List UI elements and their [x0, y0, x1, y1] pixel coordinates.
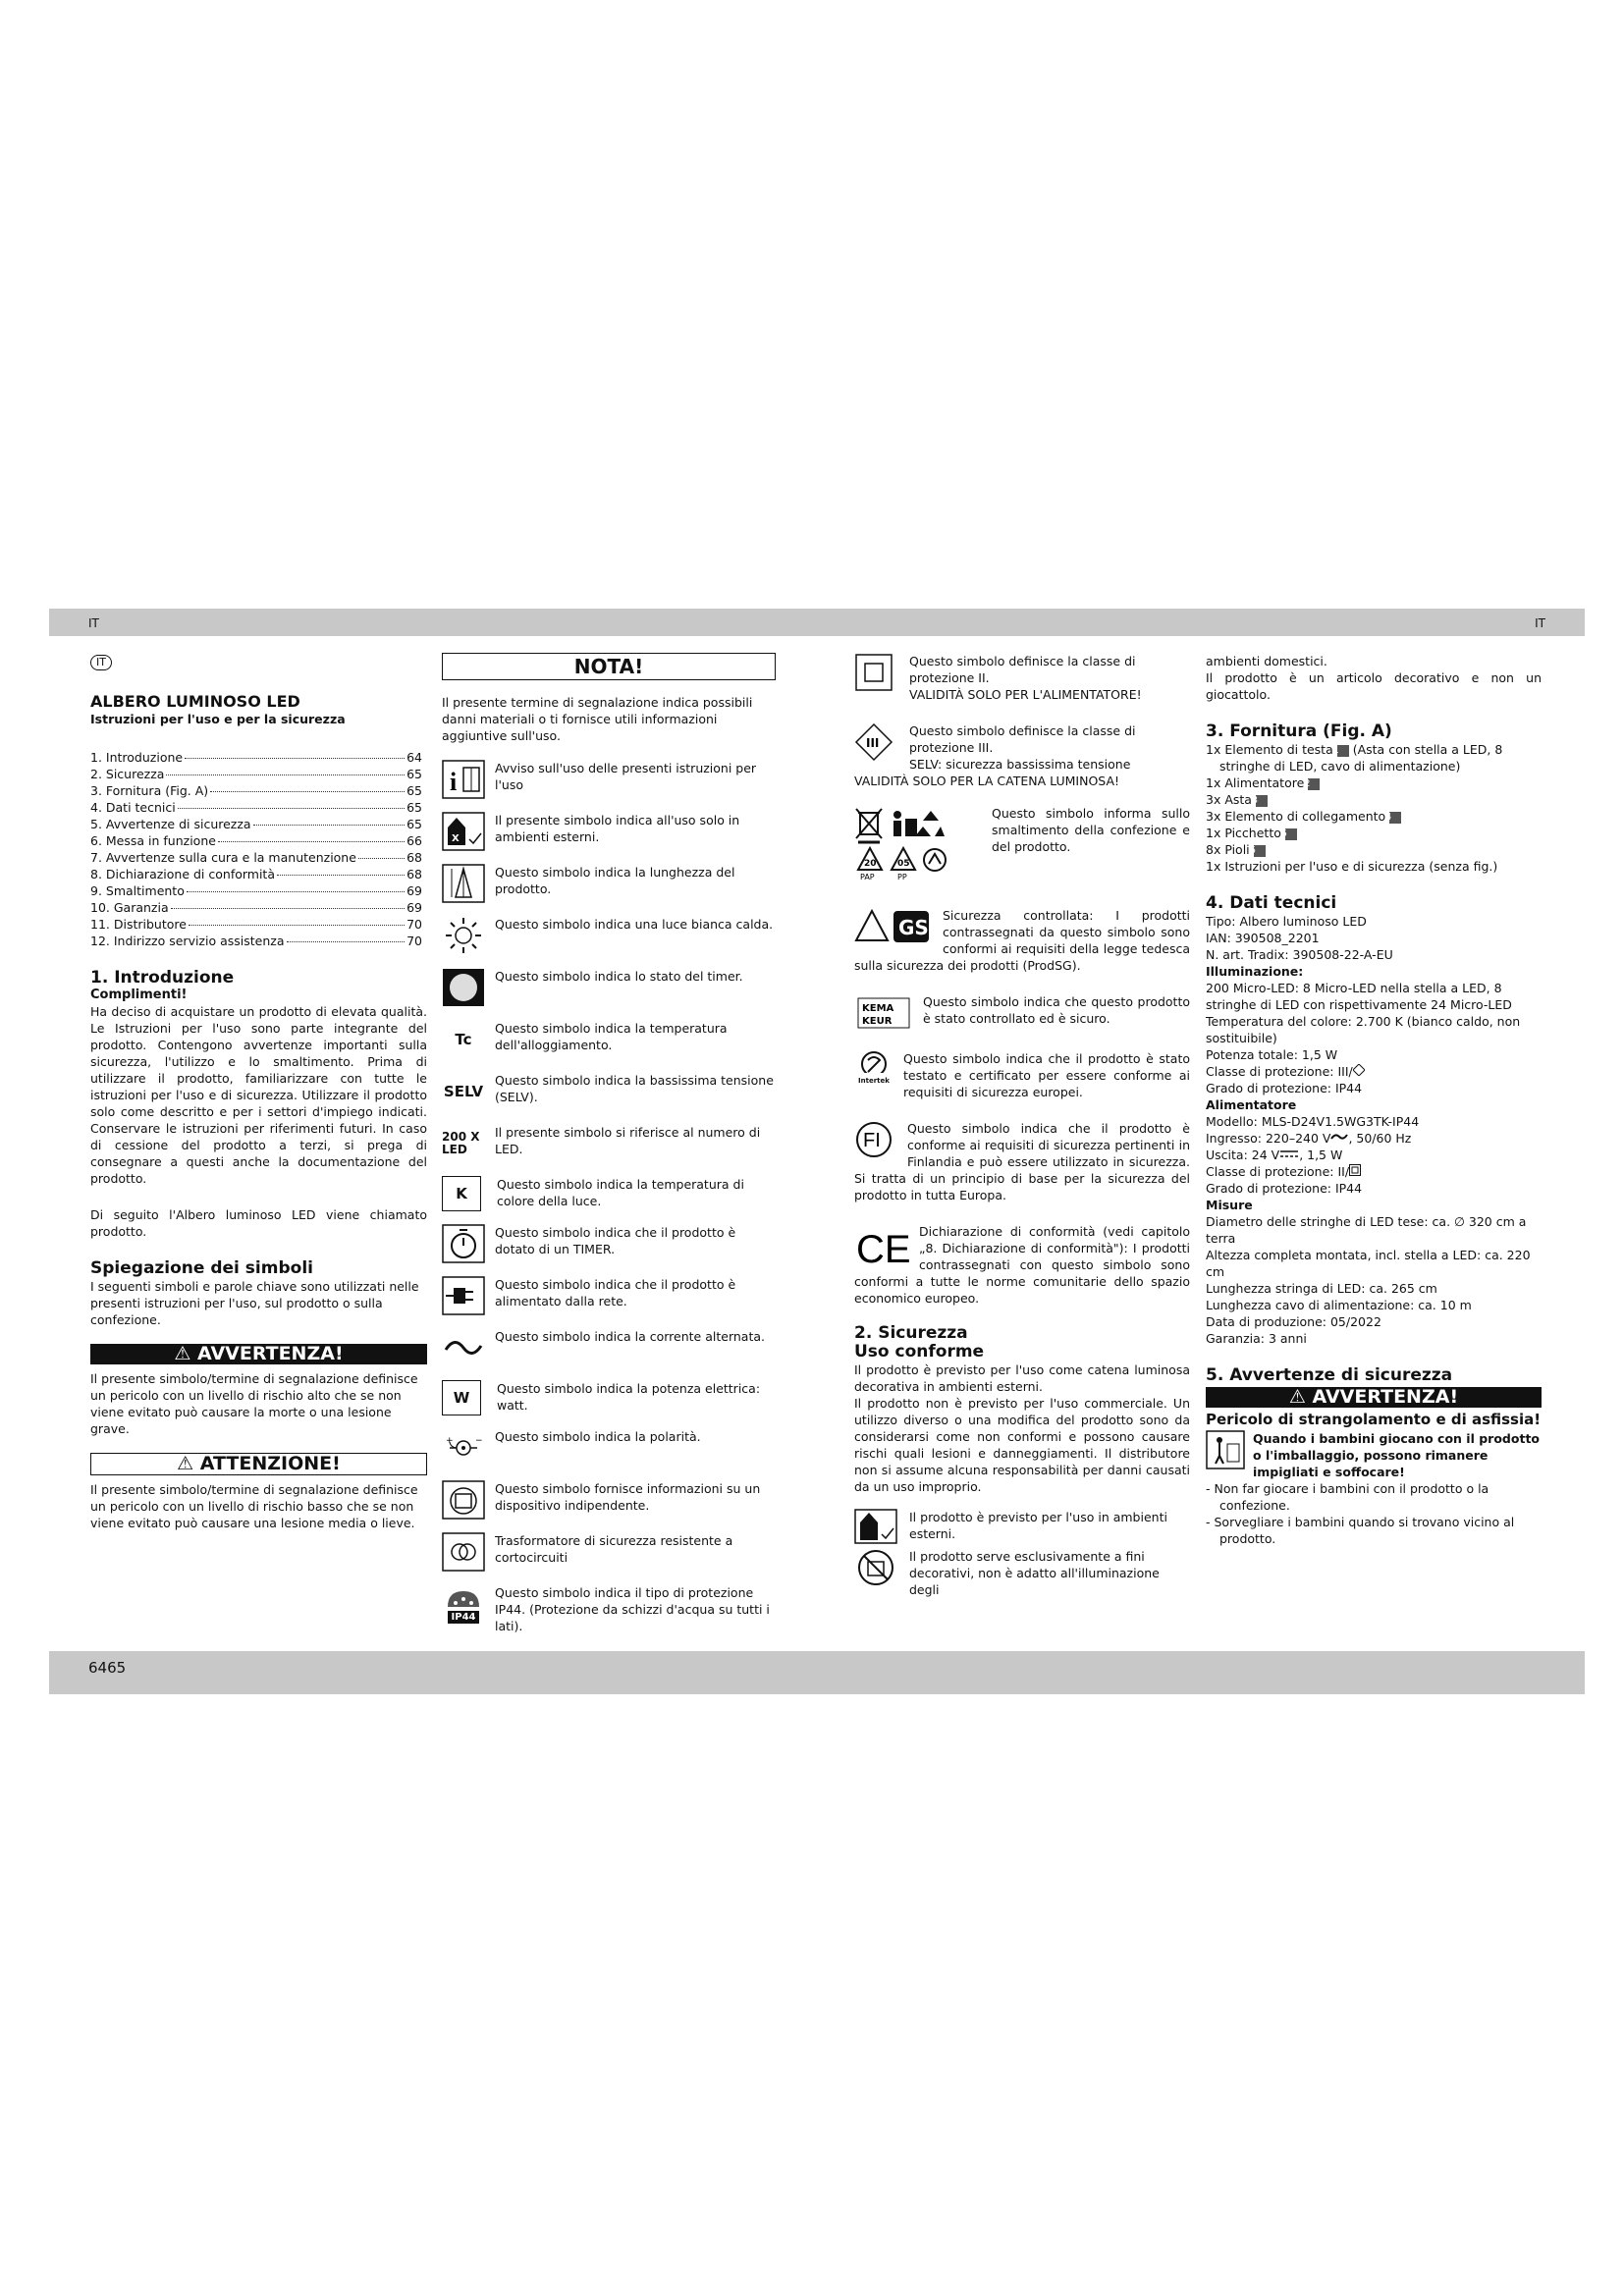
intended-use-paragraph: Il prodotto è previsto per l'uso come catena luminosa decorativa in ambienti esterni. [854, 1362, 1190, 1394]
tech-ip-light: Grado di protezione: IP44 [1206, 1081, 1363, 1095]
symbol-row [442, 1124, 776, 1163]
symbol-description: Questo simbolo indica la lunghezza del prodotto. [495, 865, 735, 896]
toc-item: 2. Sicurezza 65 [90, 767, 422, 781]
selv-icon: SELV [443, 1082, 484, 1100]
column-2 [442, 653, 776, 1647]
symbol-row [442, 1328, 776, 1367]
symbols-paragraph: I seguenti simboli e parole chiave sono utilizzati nelle presenti istruzioni per l'uso, sul prodotto o sulla confezione. [90, 1279, 419, 1327]
symbol-description: Questo simbolo indica lo stato del timer. [495, 969, 743, 984]
timer-status-icon [442, 968, 485, 1007]
page-number: 6465 [88, 1659, 127, 1677]
intertek-icon: Intertek [854, 1050, 893, 1090]
short-circuit-transformer-icon [442, 1532, 485, 1572]
toc-item: 12. Indirizzo servizio assistenza 70 [90, 934, 422, 948]
dimensions-heading: Misure [1206, 1198, 1253, 1212]
note-paragraph: Il presente termine di segnalazione indica possibili danni materiali o ti fornisce utili informazioni aggiuntive sull'uso. [442, 695, 753, 743]
gs-mark-text: Sicurezza controllata: I prodotti contrassegnati da questo simbolo sono conformi ai requisiti della legge tedesca sulla sicurezza dei prodotti (ProdSG). [854, 908, 1190, 973]
svg-text:i: i [450, 768, 458, 796]
outdoor-use-icon [854, 1509, 897, 1544]
timer-icon [442, 1224, 485, 1263]
gs-mark-icon [854, 907, 933, 946]
list-item: 8x Pioli 6 [1206, 841, 1542, 858]
caution-paragraph: Il presente simbolo/termine di segnalazione definisce un pericolo con un livello di rischio basso che se non viene evitato può causare una lesione media o lieve. [90, 1482, 418, 1530]
strangulation-heading: Pericolo di strangolamento e di asfissia! [1206, 1411, 1542, 1428]
list-item: - Non far giocare i bambini con il prodotto o la confezione. [1206, 1481, 1489, 1513]
header-lang-right: IT [1535, 616, 1545, 630]
outdoor-use-icon [442, 812, 485, 851]
symbol-row [854, 993, 1190, 1033]
protection-class-3-icon [1353, 1064, 1365, 1076]
disposal-icons [854, 805, 982, 885]
toc-item: 9. Smaltimento 69 [90, 883, 422, 898]
symbol-description: Il presente simbolo si riferisce al numero di LED. [495, 1125, 761, 1156]
symbol-description: Questo simbolo indica la bassissima tensione (SELV). [495, 1073, 774, 1104]
toc-item: 4. Dati tecnici 65 [90, 800, 422, 815]
protection-class-2-note: VALIDITÀ SOLO PER L'ALIMENTATORE! [909, 687, 1142, 702]
toc-item: 5. Avvertenze di sicurezza 65 [90, 817, 422, 831]
language-badge: IT [90, 655, 112, 670]
warning-paragraph: Il presente simbolo/termine di segnalazione definisce un pericolo con un livello di rischio alto che se non viene evitato può causare la morte o una lesione grave. [90, 1371, 418, 1436]
list-item: 1x Istruzioni per l'uso e di sicurezza (senza fig.) [1206, 859, 1498, 874]
svg-text:GS: GS [898, 916, 929, 939]
intro-heading: 1. Introduzione [90, 968, 235, 988]
intended-use-heading: Uso conforme [854, 1342, 985, 1362]
toc-item: 10. Garanzia 69 [90, 900, 422, 915]
polarity-icon [442, 1428, 485, 1468]
list-item: 1x Alimentatore 2 [1206, 774, 1542, 791]
tech-ip-psu: Grado di protezione: IP44 [1206, 1181, 1363, 1196]
intro-paragraph-2: Di seguito l'Albero luminoso LED viene chiamato prodotto. [90, 1207, 427, 1239]
tech-led-count: 200 Micro-LED: 8 Micro-LED nella stella a LED, 8 stringhe di LED con rispettivamente 24 Micro-LED [1206, 981, 1512, 1012]
svg-text:FI: FI [863, 1130, 881, 1151]
column-4 [1206, 653, 1542, 1547]
header-lang-left: IT [88, 616, 99, 630]
safety-heading: 2. Sicurezza [854, 1323, 968, 1343]
symbol-row [442, 1276, 776, 1315]
direct-current-icon [1279, 1148, 1299, 1159]
svg-text:CE: CE [856, 1228, 909, 1270]
tech-total-power: Potenza totale: 1,5 W [1206, 1047, 1338, 1062]
svg-text:+: + [446, 1436, 454, 1446]
symbol-description: Questo simbolo indica la potenza elettrica: watt. [497, 1381, 761, 1413]
intro-subheading: Complimenti! [90, 988, 188, 1002]
symbol-description: Questo simbolo indica il tipo di protezione IP44. (Protezione da schizzi d'acqua su tutti i lati). [495, 1585, 770, 1633]
symbol-row [854, 1548, 1190, 1598]
alternating-current-icon [1330, 1131, 1348, 1143]
svg-text:III: III [866, 736, 880, 750]
symbol-row [1206, 1430, 1542, 1480]
intertek-text: Questo simbolo indica che il prodotto è stato testato e certificato per essere conforme ai requisiti di sicurezza europei. [903, 1051, 1190, 1099]
footer-bar [49, 1651, 1585, 1694]
ce-mark-icon [854, 1223, 913, 1272]
continued-text: ambienti domestici. [1206, 654, 1327, 668]
symbol-description: Avviso sull'uso delle presenti istruzioni per l'uso [495, 761, 757, 792]
fi-mark-icon [854, 1120, 897, 1159]
svg-text:PP: PP [897, 873, 907, 881]
power-supply-heading: Alimentatore [1206, 1097, 1297, 1112]
kelvin-icon: K [442, 1176, 481, 1211]
symbol-row [442, 1224, 776, 1263]
symbol-row [442, 1072, 776, 1111]
tech-article-number: N. art. Tradix: 390508-22-A-EU [1206, 947, 1393, 962]
tech-string-length: Lunghezza stringa di LED: ca. 265 cm [1206, 1281, 1437, 1296]
list-item: 3x Elemento di collegamento 4 [1206, 808, 1542, 825]
symbol-row [442, 1176, 776, 1211]
kema-keur-icon [854, 993, 913, 1033]
alternating-current-icon [442, 1328, 485, 1367]
protection-class-2-text: Questo simbolo definisce la classe di protezione II. [909, 654, 1136, 685]
symbol-row [854, 1223, 1190, 1307]
independent-device-icon [442, 1480, 485, 1520]
tech-diameter: Diametro delle stringhe di LED tese: ca. ∅ 320 cm a terra [1206, 1214, 1527, 1246]
technical-data-heading: 4. Dati tecnici [1206, 893, 1337, 913]
symbols-heading: Spiegazione dei simboli [90, 1258, 313, 1278]
tech-output: Uscita: 24 V , 1,5 W [1206, 1148, 1343, 1162]
manual-icon [442, 760, 485, 799]
list-item: - Sorvegliare i bambini quando si trovano vicino al prodotto. [1206, 1515, 1515, 1546]
length-icon [442, 864, 485, 903]
symbol-row [442, 968, 776, 1007]
tech-protection-class-psu: Classe di protezione: II/ [1206, 1163, 1542, 1180]
strangulation-warning: Quando i bambini giocano con il prodotto o l'imballaggio, possono rimanere impigliati e soffocare! [1253, 1431, 1541, 1479]
ce-mark-text: Dichiarazione di conformità (vedi capitolo „8. Dichiarazione di conformità"): I prodotti contrassegnati con questo simbolo sono conformi a tutte le norme comunitarie dello spazio economico europeo. [854, 1224, 1190, 1306]
decorative-use-text: Il prodotto serve esclusivamente a fini decorativi, non è adatto all'illuminazione degli [909, 1549, 1160, 1597]
caution-banner: ⚠ ATTENZIONE! [90, 1453, 427, 1475]
list-item: 1x Elemento di testa 1 (Asta con stella a LED, 8 stringhe di LED, cavo di alimentazione) [1206, 742, 1503, 774]
ip44-icon: IP44 [442, 1584, 485, 1624]
svg-text:X: X [452, 833, 460, 844]
warning-banner: ⚠ AVVERTENZA! [90, 1344, 427, 1364]
table-of-contents [90, 749, 422, 949]
tech-model: Modello: MLS-D24V1.5WG3TK-IP44 [1206, 1114, 1420, 1129]
toc-item: 8. Dichiarazione di conformità 68 [90, 867, 422, 881]
symbol-row [442, 1428, 776, 1468]
tech-protection-class-light: Classe di protezione: III/ [1206, 1063, 1542, 1080]
tech-color-temperature: Temperatura del colore: 2.700 K (bianco caldo, non sostituibile) [1206, 1014, 1521, 1045]
toc-item: 7. Avvertenze sulla cura e la manutenzione 68 [90, 850, 422, 865]
symbol-row [442, 812, 776, 851]
svg-text:KEMA: KEMA [862, 1003, 894, 1014]
tc-icon: Tc [455, 1030, 472, 1048]
symbol-row [854, 1120, 1190, 1203]
protection-class-2-icon [854, 653, 893, 692]
white-light-icon [442, 916, 485, 955]
tech-height: Altezza completa montata, incl. stella a LED: ca. 220 cm [1206, 1248, 1531, 1279]
safety-warnings-heading: 5. Avvertenze di sicurezza [1206, 1365, 1453, 1385]
symbol-row [854, 805, 1190, 885]
no-indoor-lighting-icon [854, 1548, 897, 1587]
symbol-row [442, 1584, 776, 1634]
symbol-row [854, 1050, 1190, 1100]
symbol-row [442, 916, 776, 955]
symbol-description: Il presente simbolo indica all'uso solo in ambienti esterni. [495, 813, 740, 844]
svg-text:20: 20 [864, 859, 877, 869]
scope-of-delivery-list [1206, 741, 1542, 875]
warning-banner: ⚠ AVVERTENZA! [1206, 1387, 1542, 1408]
intended-use-paragraph-2: Il prodotto non è previsto per l'uso commerciale. Un utilizzo diverso o una modifica del prodotto sono da considerarsi come non conformi e possono causare rischi quali lesioni e danneggiamenti. Il distributore non si assume alcuna responsabilità per danni causati da un uso improprio. [854, 1396, 1190, 1494]
intro-paragraph: Ha deciso di acquistare un prodotto di elevata qualità. Le Istruzioni per l'uso sono parte integrante del prodotto. Contengono avvertenze importanti sulla sicurezza, l'utilizzo e lo smaltimento. Prima di utilizzare il prodotto, familiarizzare con tutte le istruzioni per l'uso e di sicurezza. Utilizzare il prodotto solo come descritto e per i settori d'impiego indicati. Conservare le istruzioni per riferimenti futuri. In caso di cessione del prodotto a terzi, si prega di consegnare a questi anche la documentazione del prodotto. [90, 1004, 427, 1186]
safety-list [1206, 1480, 1542, 1547]
symbol-description: Questo simbolo indica una luce bianca calda. [495, 917, 774, 932]
toc-item: 11. Distributore 70 [90, 917, 422, 932]
symbol-row [442, 1480, 776, 1520]
symbol-description: Questo simbolo indica che il prodotto è alimentato dalla rete. [495, 1277, 736, 1308]
tech-warranty: Garanzia: 3 anni [1206, 1331, 1307, 1346]
mains-plug-icon [442, 1276, 485, 1315]
led-count-icon: 200 X LED [442, 1130, 480, 1156]
svg-text:−: − [475, 1436, 483, 1446]
toc-item: 6. Messa in funzione 66 [90, 833, 422, 848]
symbol-row [442, 1020, 776, 1059]
tech-production-date: Data di produzione: 05/2022 [1206, 1314, 1381, 1329]
list-item: 1x Picchetto 5 [1206, 825, 1542, 841]
document-title: ALBERO LUMINOSO LED [90, 692, 300, 711]
disposal-text: Questo simbolo informa sullo smaltimento della confezione e del prodotto. [992, 806, 1190, 854]
document-subtitle: Istruzioni per l'uso e per la sicurezza [90, 712, 346, 726]
protection-class-3-text: Questo simbolo definisce la classe di protezione III. [909, 723, 1136, 755]
symbol-description: Questo simbolo indica la corrente alternata. [495, 1329, 765, 1344]
toc-item: 1. Introduzione 64 [90, 750, 422, 765]
symbol-row [854, 907, 1190, 974]
tech-type: Tipo: Albero luminoso LED [1206, 914, 1367, 929]
tech-ian: IAN: 390508_2201 [1206, 931, 1320, 945]
protection-class-3-selv: SELV: sicurezza bassissima tensione [909, 757, 1131, 772]
kema-keur-text: Questo simbolo indica che questo prodotto è stato controllato ed è sicuro. [923, 994, 1190, 1026]
children-hazard-icon [1206, 1430, 1245, 1469]
outdoor-use-text: Il prodotto è previsto per l'uso in ambienti esterni. [909, 1510, 1167, 1541]
symbol-row [442, 1532, 776, 1572]
list-item: 3x Asta 3 [1206, 791, 1542, 808]
header-bar [49, 609, 1585, 636]
decorative-article-text: Il prodotto è un articolo decorativo e non un giocattolo. [1206, 670, 1542, 702]
symbol-row [854, 653, 1190, 703]
tech-cable-length: Lunghezza cavo di alimentazione: ca. 10 m [1206, 1298, 1472, 1312]
svg-text:KEUR: KEUR [862, 1016, 893, 1027]
column-3 [854, 653, 1190, 1610]
symbol-description: Questo simbolo indica la temperatura dell'alloggiamento. [495, 1021, 728, 1052]
symbol-description: Questo simbolo indica che il prodotto è dotato di un TIMER. [495, 1225, 736, 1256]
recycling-icon [854, 805, 982, 881]
scope-of-delivery-heading: 3. Fornitura (Fig. A) [1206, 721, 1392, 741]
symbol-row [854, 1509, 1190, 1544]
symbol-description: Questo simbolo indica la polarità. [495, 1429, 701, 1444]
symbol-description: Questo simbolo fornisce informazioni su un dispositivo indipendente. [495, 1481, 761, 1513]
symbol-row [442, 1380, 776, 1415]
column-1 [90, 653, 427, 1531]
toc-item: 3. Fornitura (Fig. A) 65 [90, 783, 422, 798]
svg-text:05: 05 [897, 859, 910, 869]
protection-class-3-note: VALIDITÀ SOLO PER LA CATENA LUMINOSA! [854, 774, 1120, 788]
watt-icon: W [442, 1380, 481, 1415]
protection-class-2-icon [1349, 1164, 1361, 1176]
symbol-row [442, 864, 776, 903]
svg-text:PAP: PAP [860, 873, 875, 881]
symbol-row [854, 722, 1190, 773]
fi-mark-text: Questo simbolo indica che il prodotto è conforme ai requisiti di sicurezza pertinenti in Finlandia e può essere utilizzato in sicurezza. Si tratta di un principio di base per la sicurezza del prodotto in tutta Europa. [854, 1121, 1190, 1202]
tech-input: Ingresso: 220–240 V , 50/60 Hz [1206, 1131, 1412, 1146]
symbol-description: Questo simbolo indica la temperatura di colore della luce. [497, 1177, 744, 1208]
symbol-description: Trasformatore di sicurezza resistente a cortocircuiti [495, 1533, 733, 1565]
note-banner: NOTA! [442, 653, 776, 680]
lighting-heading: Illuminazione: [1206, 964, 1304, 979]
protection-class-3-icon [854, 722, 893, 762]
symbol-row [442, 760, 776, 799]
